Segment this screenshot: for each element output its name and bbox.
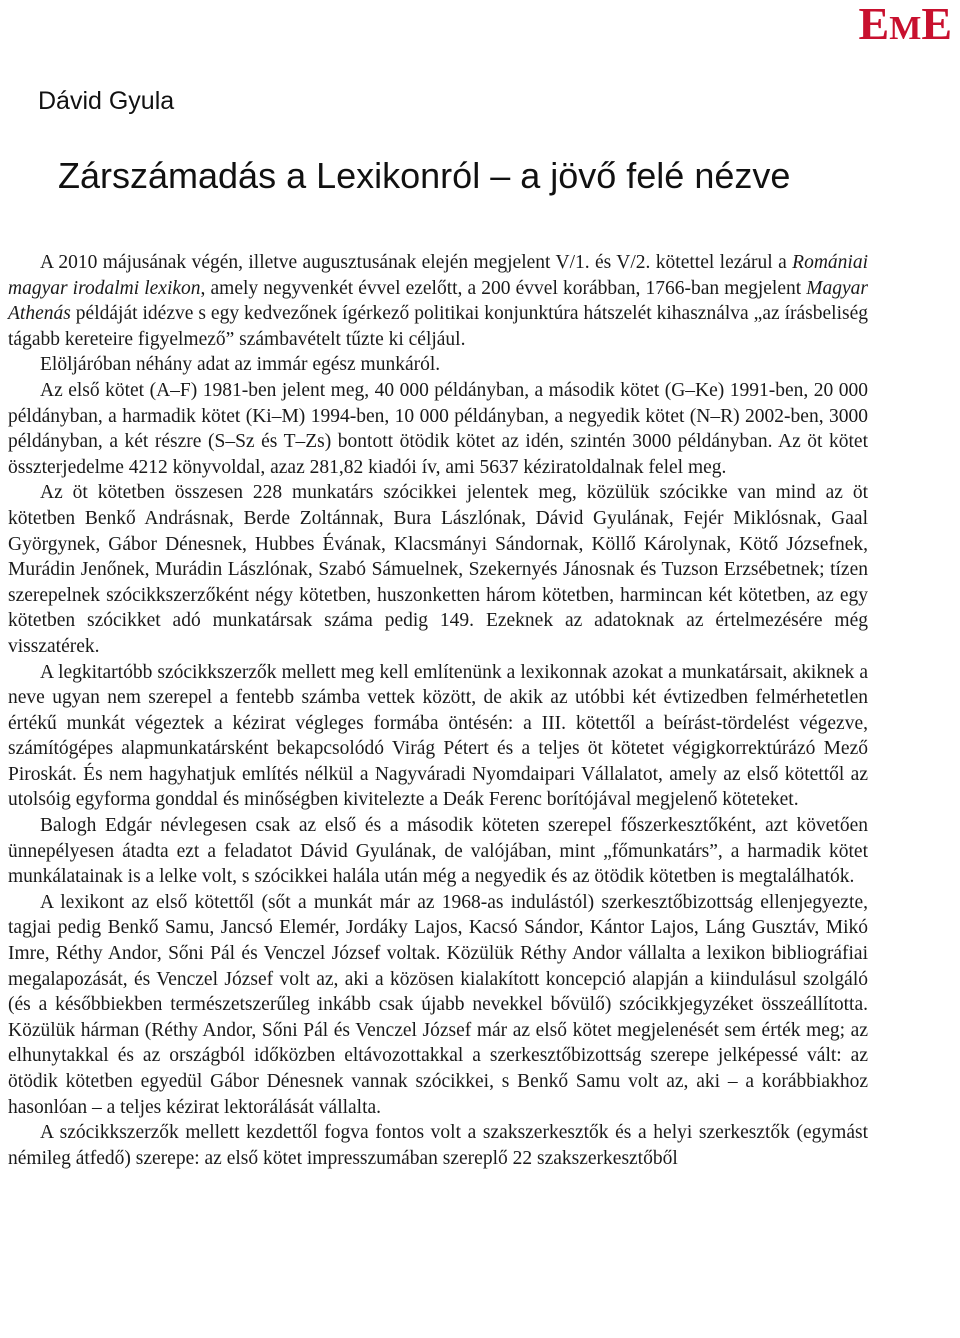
paragraph-text: A 2010 májusának végén, illetve augusztusának elején megjelent V/1. és V/2. kötettel lezárul a — [40, 252, 793, 273]
paragraph: Az első kötet (A–F) 1981-ben jelent meg, 40 000 példányban, a második kötet (G–Ke) 1991-ben, 20 000 példányban, a harmadik kötet (Ki–M) 1994-ben, 10 000 példányban, a negyedik kötet (N–R) 2002-ben, 3000 példányban, a két részre (S–Sz és T–Zs) bontott ötödik kötet az idén, szintén 3000 példányban. Az öt kötet összterjedelme 4212 könyvoldal, azaz 281,82 kiadói ív, ami 5637 kéziratoldalnak felel meg. — [8, 379, 868, 478]
book-title: Magyar Athenás — [8, 277, 869, 325]
paragraph: Az öt kötetben összesen 228 munkatárs szócikkei jelentek meg, közülük szócikke van mind az öt kötetben Benkő Andrásnak, Berde Zoltánnak, Bura Lászlónak, Dávid Gyulának, Fejér Miklósnak, Gaal Györgynek, Gábor Dénesnek, Hubbes Évának, Klacsmányi Sándornak, Köllő Károlynak, Kötő Józsefnek, Murádin Jenőnek, Murádin Lászlónak, Szabó Sámuelnek, Szekernyés Jánosnak és Tuzson Erzsébetnek; tízen szerepelnek szócikkszerzőként négy kötetben, huszonketten három kötetben, harmincan két kötetben, az egy kötetben szócikket adó munkatársak száma pedig 149. Ezeknek az adatoknak az értelmezésére még visszatérek. — [8, 482, 868, 657]
paragraph: A lexikont az első kötettől (sőt a munkát már az 1968-as indulástól) szerkesztőbizottság ellenjegyezte, tagjai pedig Benkő Samu, Jancsó Elemér, Jordáky Lajos, Kacsó Sándor, Kántor Lajos, Láng Gusztáv, Mikó Imre, Réthy Andor, Sőni Pál és Venczel József voltak. Közülük Réthy Andor vállalta a lexikon bibliográfiai megalapozását, és Venczel József volt az, aki a közösen kialakított koncepció alapján a kiindulásul szolgáló (és a későbbiekben természetszerűleg inkább csak újabb nevekkel bővülő) szócikkjegyzéket összeállította. Közülük hárman (Réthy Andor, Sőni Pál és Venczel József már az első kötet megjelenését sem érték meg; az elhunytakkal és az országból időközben eltávozottakkal a szerkesztőbizottság szerepe jelképessé vált: az ötödik kötetben egyedül Gábor Dénesnek vannak szócikkei, s Benkő Samu volt az, aki – a korábbiakhoz hasonlóan – a teljes kézirat lektorálását vállalta. — [8, 891, 868, 1118]
article-title: Zárszámadás a Lexikonról – a jövő felé nézve — [58, 155, 791, 196]
paragraph: A legkitartóbb szócikkszerzők mellett meg kell említenünk a lexikonnak azokat a munkatársait, akiknek a neve ugyan nem szerepel a fentebb számba vettek között, de akik az utóbbi két évtizedben felmérhetetlen értékű munkát végeztek a kézirat végleges formába öntésén: a III. kötettől a beírást-tördelést végezve, számítógépes alapmunkatársként bekapcsolódó Virág Pétert és a teljes öt kötetet végigkorrektúrázó Mező Piroskát. És nem hagyhatjuk említés nélkül a Nagyváradi Nyomdaipari Vállalatot, amely az első kötettől az utolsóig egyforma gonddal és minőségben kivitelezte a Deák Ferenc borítójával megjelenő köteteket. — [8, 661, 868, 811]
logo-letter-1: E — [858, 0, 890, 49]
paragraph: Elöljáróban néhány adat az immár egész munkáról. — [40, 354, 441, 376]
paragraph-text: példáját idézve s egy kedvezőnek ígérkező politikai konjunktúra hátszelét kihasználva „az írásbeliség tágabb kereteire figyelmező” számbavételt tűzte ki céljául. — [8, 303, 868, 350]
lexicon-title: Romániai magyar irodalmi lexikon — [8, 252, 868, 299]
article-body — [8, 250, 868, 1171]
paragraph-text: , amely negyvenkét évvel ezelőtt, a 200 évvel korábban, 1766-ban megjelent — [200, 277, 807, 299]
logo-letter-2: M — [889, 10, 922, 47]
paragraph: Balogh Edgár névlegesen csak az első és a második köteten szerepel főszerkesztőként, azt követően ünnepélyesen átadta ezt a feladatot Dávid Gyulának, de valójában, mint „főmunkatárs”, a harmadik kötet munkálatainak is a lelke volt, s szócikkei halála után még a negyedik és az ötödik kötetben is megtalálhatók. — [8, 815, 868, 888]
journal-logo — [859, 0, 952, 53]
paragraph: A szócikkszerzők mellett kezdettől fogva fontos volt a szakszerkesztők és a helyi szerkesztők (egymást némileg átfedő) szerepe: az első kötet impresszumában szereplő 22 szakszerkesztőből — [8, 1122, 868, 1169]
logo-letter-3: E — [921, 0, 952, 49]
paragraph-intro — [8, 250, 868, 352]
author-name: Dávid Gyula — [38, 87, 175, 115]
